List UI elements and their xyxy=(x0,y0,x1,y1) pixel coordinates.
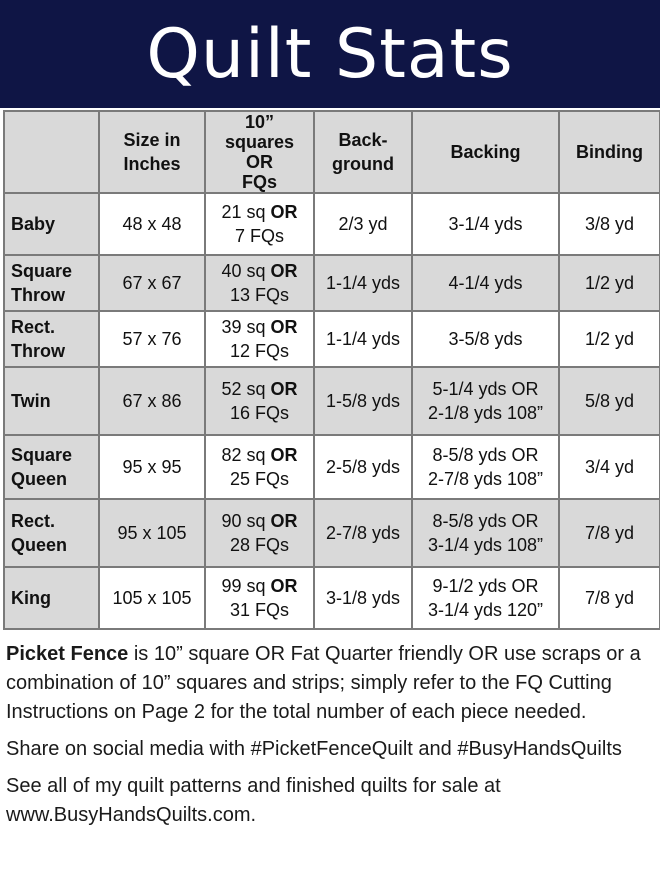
pattern-name: Picket Fence xyxy=(6,643,129,665)
size-cell: 67 x 86 xyxy=(99,367,205,435)
squares-line xyxy=(209,377,310,401)
background-cell: 2-5/8 yds xyxy=(314,435,412,499)
title-banner xyxy=(0,0,660,108)
table-row xyxy=(4,567,660,629)
row-label xyxy=(4,311,99,367)
squares-cell xyxy=(205,499,314,567)
backing-cell xyxy=(412,567,559,629)
binding-cell: 5/8 yd xyxy=(559,367,660,435)
squares-count: 40 sq xyxy=(221,261,266,281)
backing-line: 2-7/8 yds 108” xyxy=(427,469,544,489)
squares-line xyxy=(209,574,310,598)
website-note: See all of my quilt patterns and finished quilts for sale at www.BusyHandsQuilts.com. xyxy=(6,775,501,826)
fq-count: 16 FQs xyxy=(229,403,290,423)
table-row xyxy=(4,435,660,499)
or-keyword: OR xyxy=(270,317,298,337)
squares-cell xyxy=(205,311,314,367)
quilt-stats-table xyxy=(3,110,660,630)
background-cell: 1-5/8 yds xyxy=(314,367,412,435)
or-keyword: OR xyxy=(270,511,298,531)
row-label-line: Baby xyxy=(11,214,56,234)
backing-line: 3-1/4 yds xyxy=(448,214,523,234)
column-header-line: Back- xyxy=(338,130,388,150)
backing-line: 5-1/4 yds OR xyxy=(432,379,539,399)
row-label-line: Throw xyxy=(11,341,65,361)
column-header-line: squares xyxy=(224,132,295,152)
background-cell: 2-7/8 yds xyxy=(314,499,412,567)
table-row xyxy=(4,367,660,435)
or-keyword: OR xyxy=(270,261,298,281)
column-header xyxy=(412,111,559,193)
column-header-line: 10” xyxy=(244,112,275,132)
background-cell: 3-1/8 yds xyxy=(314,567,412,629)
or-keyword: OR xyxy=(270,445,298,465)
row-label xyxy=(4,255,99,311)
binding-cell: 3/8 yd xyxy=(559,193,660,255)
squares-line xyxy=(209,315,310,339)
background-cell: 1-1/4 yds xyxy=(314,311,412,367)
backing-line: 8-5/8 yds OR xyxy=(432,445,539,465)
squares-count: 39 sq xyxy=(221,317,266,337)
backing-cell xyxy=(412,255,559,311)
backing-cell xyxy=(412,435,559,499)
squares-cell xyxy=(205,255,314,311)
table-row xyxy=(4,193,660,255)
row-label xyxy=(4,499,99,567)
row-label-line: Rect. xyxy=(11,511,56,531)
backing-line: 3-5/8 yds xyxy=(448,329,523,349)
row-label xyxy=(4,367,99,435)
column-header xyxy=(4,111,99,193)
fq-count: 31 FQs xyxy=(229,600,290,620)
backing-line: 8-5/8 yds OR xyxy=(432,511,539,531)
column-header-line: Inches xyxy=(123,154,181,174)
size-cell: 105 x 105 xyxy=(99,567,205,629)
squares-cell xyxy=(205,435,314,499)
fq-count: 28 FQs xyxy=(229,535,290,555)
row-label-line: Twin xyxy=(11,391,51,411)
row-label-line: Throw xyxy=(11,285,65,305)
backing-line: 9-1/2 yds OR xyxy=(432,576,539,596)
squares-count: 99 sq xyxy=(221,576,266,596)
background-cell: 1-1/4 yds xyxy=(314,255,412,311)
social-note: Share on social media with #PicketFenceQuilt and #BusyHandsQuilts xyxy=(6,738,622,760)
column-header-line: OR xyxy=(246,152,273,172)
column-header-line: Binding xyxy=(576,142,643,162)
binding-cell: 1/2 yd xyxy=(559,255,660,311)
header-row xyxy=(4,111,660,193)
column-header xyxy=(559,111,660,193)
or-keyword: OR xyxy=(270,202,298,222)
backing-cell xyxy=(412,367,559,435)
squares-count: 21 sq xyxy=(221,202,266,222)
or-keyword: OR xyxy=(270,576,298,596)
row-label-line: Queen xyxy=(11,535,68,555)
backing-cell xyxy=(412,193,559,255)
binding-cell: 1/2 yd xyxy=(559,311,660,367)
size-cell: 67 x 67 xyxy=(99,255,205,311)
row-label xyxy=(4,567,99,629)
note-text: is 10” square OR Fat Quarter friendly OR use scraps or a combination of 10” squares and strips; simply refer to the FQ Cutting Instructions on Page 2 for the total number of each piece needed. xyxy=(6,643,641,723)
table-row xyxy=(4,255,660,311)
column-header-line: FQs xyxy=(241,172,277,192)
background-cell: 2/3 yd xyxy=(314,193,412,255)
fq-count: 25 FQs xyxy=(229,469,290,489)
table-body xyxy=(4,193,660,629)
notes-section xyxy=(6,640,658,838)
squares-count: 82 sq xyxy=(221,445,266,465)
squares-line xyxy=(209,509,310,533)
page-title: Quilt Stats xyxy=(146,14,514,94)
backing-line: 3-1/4 yds 120” xyxy=(427,600,544,620)
row-label xyxy=(4,193,99,255)
backing-line: 3-1/4 yds 108” xyxy=(427,535,544,555)
squares-line xyxy=(209,200,310,224)
fq-count: 12 FQs xyxy=(229,341,290,361)
backing-line: 4-1/4 yds xyxy=(448,273,523,293)
backing-cell xyxy=(412,311,559,367)
column-header xyxy=(99,111,205,193)
column-header-line: ground xyxy=(332,154,394,174)
column-header-line: Backing xyxy=(450,142,521,162)
row-label-line: Rect. xyxy=(11,317,56,337)
squares-cell xyxy=(205,193,314,255)
column-header xyxy=(314,111,412,193)
size-cell: 48 x 48 xyxy=(99,193,205,255)
binding-cell: 3/4 yd xyxy=(559,435,660,499)
row-label xyxy=(4,435,99,499)
row-label-line: Queen xyxy=(11,469,68,489)
backing-line: 2-1/8 yds 108” xyxy=(427,403,544,423)
row-label-line: King xyxy=(11,588,51,608)
row-label-line: Square xyxy=(11,261,73,281)
or-keyword: OR xyxy=(270,379,298,399)
squares-line xyxy=(209,443,310,467)
fq-count: 13 FQs xyxy=(229,285,290,305)
binding-cell: 7/8 yd xyxy=(559,499,660,567)
note-paragraph xyxy=(6,640,658,727)
column-header xyxy=(205,111,314,193)
size-cell: 95 x 95 xyxy=(99,435,205,499)
binding-cell: 7/8 yd xyxy=(559,567,660,629)
table-row xyxy=(4,499,660,567)
fq-count: 7 FQs xyxy=(234,226,284,246)
squares-cell xyxy=(205,367,314,435)
backing-cell xyxy=(412,499,559,567)
size-cell: 95 x 105 xyxy=(99,499,205,567)
row-label-line: Square xyxy=(11,445,73,465)
squares-cell xyxy=(205,567,314,629)
squares-line xyxy=(209,259,310,283)
squares-count: 52 sq xyxy=(221,379,266,399)
column-header-line: Size in xyxy=(123,130,181,150)
table-row xyxy=(4,311,660,367)
squares-count: 90 sq xyxy=(221,511,266,531)
size-cell: 57 x 76 xyxy=(99,311,205,367)
